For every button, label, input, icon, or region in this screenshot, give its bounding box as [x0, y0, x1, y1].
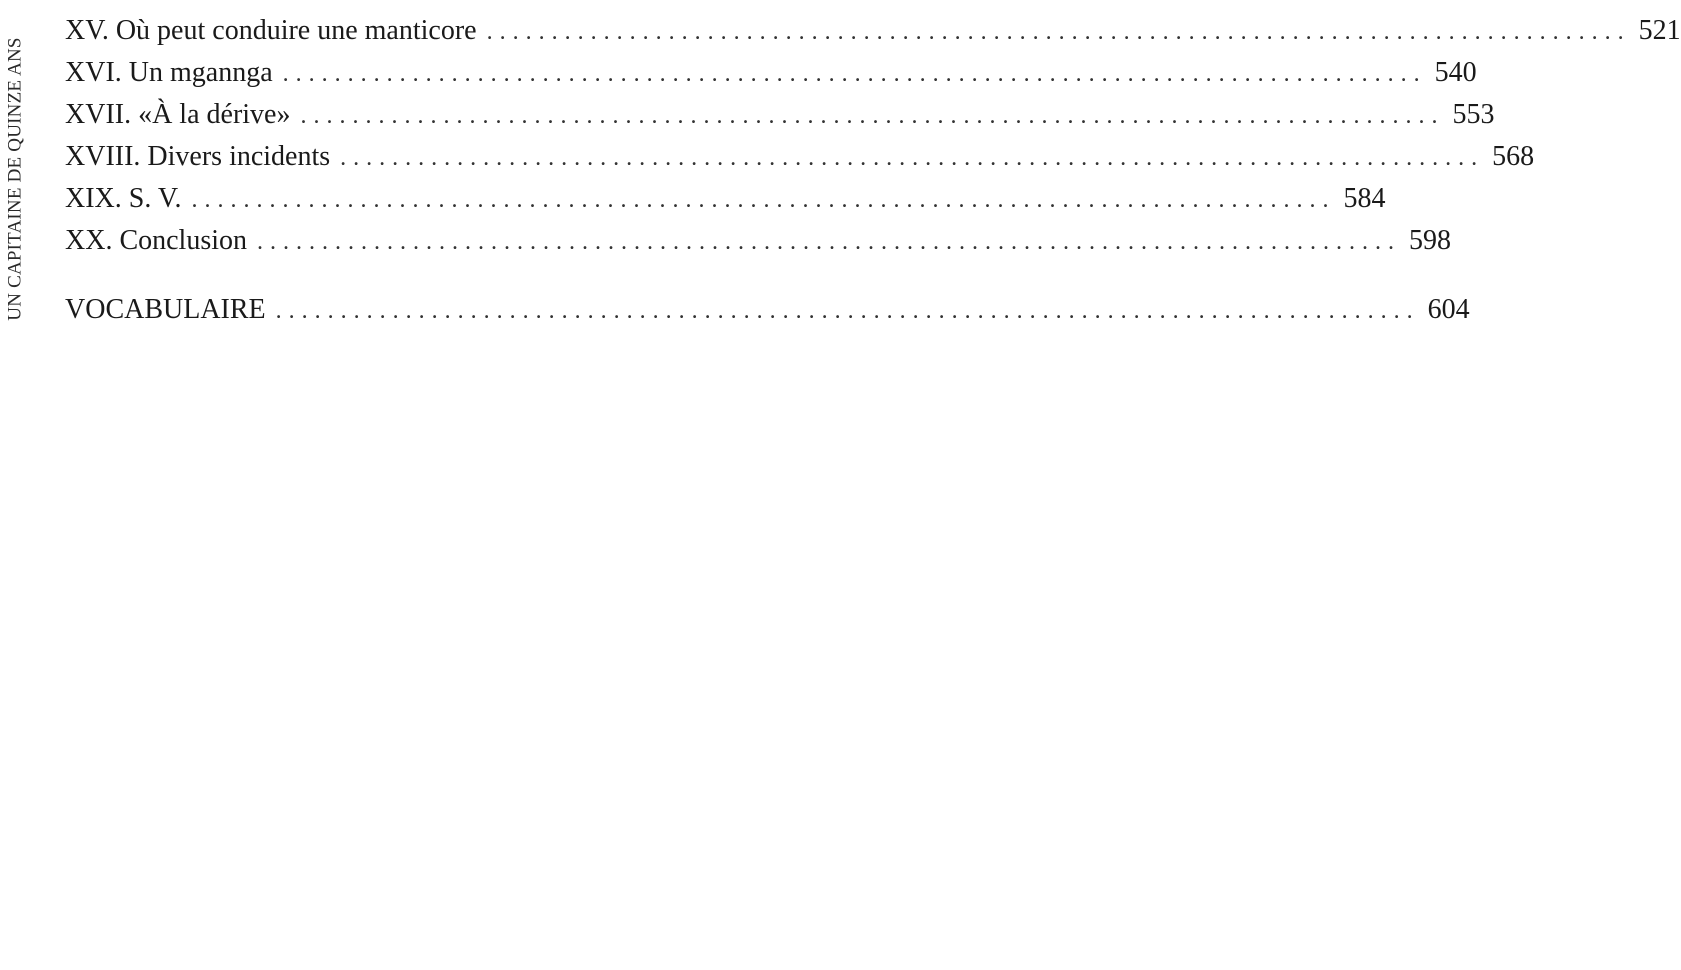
toc-entry-title: XVII. «À la dérive»: [65, 99, 291, 130]
toc-entry: [65, 136, 1535, 178]
running-head: [3, 14, 29, 344]
toc-entry-page: 568: [1492, 141, 1535, 172]
toc-entry-page: 553: [1452, 99, 1495, 130]
toc-entry-title: VOCABULAIRE: [65, 294, 266, 325]
toc-entry-page: 598: [1409, 225, 1451, 256]
toc-dot-leader: ........................................................................................: [282, 61, 1427, 87]
toc-entry: [65, 94, 1495, 136]
running-head-text: UN CAPITAINE DE QUINZE ANS: [5, 37, 27, 321]
toc-dot-leader: ........................................................................................: [486, 19, 1631, 45]
toc-entry-page: 584: [1343, 183, 1386, 214]
toc-entry-page: 521: [1638, 15, 1681, 46]
toc-entry-page: 540: [1434, 57, 1477, 88]
toc-entry: [65, 178, 1386, 220]
toc-entry-title: XVI. Un mgannga: [65, 57, 273, 88]
toc-entry: [65, 220, 1451, 262]
table-of-contents: [65, 10, 1681, 331]
toc-appendix-entry: [65, 289, 1470, 331]
toc-entry-title: XX. Conclusion: [65, 225, 247, 256]
toc-dot-leader: ........................................................................................: [257, 229, 1401, 255]
toc-entry-title: XIX. S. V.: [65, 183, 182, 214]
toc-entry-title: XVIII. Divers incidents: [65, 141, 331, 172]
toc-dot-leader: ........................................................................................: [275, 298, 1420, 324]
toc-entry-title: XV. Où peut conduire une manticore: [65, 15, 477, 46]
toc-dot-leader: ........................................................................................: [300, 103, 1445, 129]
toc-dot-leader: ........................................................................................: [191, 187, 1336, 213]
toc-entry-page: 604: [1427, 294, 1470, 325]
toc-dot-leader: ........................................................................................: [340, 145, 1485, 171]
toc-entry: [65, 10, 1681, 52]
toc-entry: [65, 52, 1477, 94]
